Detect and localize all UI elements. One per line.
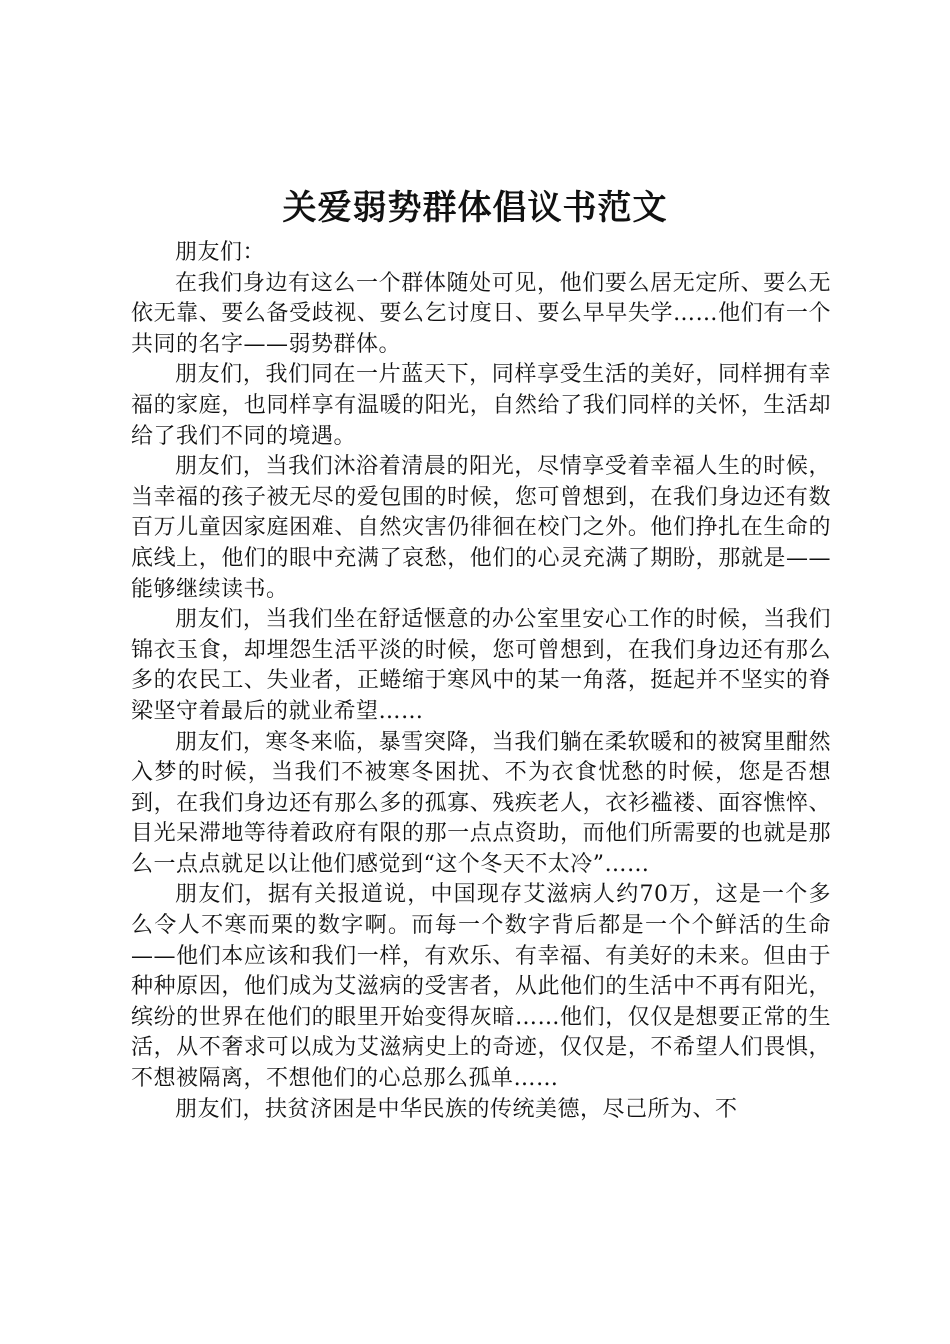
- document-title: 关爱弱势群体倡议书范文: [282, 188, 668, 228]
- document-body: [131, 238, 831, 1125]
- salutation: 朋友们：: [175, 240, 266, 265]
- paragraph: 朋友们，扶贫济困是中华民族的传统美德，尽己所为、不: [175, 1096, 738, 1122]
- paragraph: 在我们身边有这么一个群体随处可见，他们要么居无定所、要么无依无靠、要么备受歧视、要么乞讨度日、要么早早失学……他们有一个共同的名字——弱势群体。: [131, 270, 831, 357]
- paragraph: 朋友们，我们同在一片蓝天下，同样享受生活的美好，同样拥有幸福的家庭，也同样享有温暖的阳光，自然给了我们同样的关怀，生活却给了我们不同的境遇。: [131, 362, 831, 449]
- paragraph: 朋友们，寒冬来临，暴雪突降，当我们躺在柔软暖和的被窝里酣然入梦的时候，当我们不被寒冬困扰、不为衣食忧愁的时候，您是否想到，在我们身边还有那么多的孤寡、残疾老人，衣衫褴褛、面容憔悴、目光呆滞地等待着政府有限的那一点点资助，而他们所需要的也就是那么一点点就足以让他们感觉到“这个冬天不太冷”……: [131, 729, 831, 877]
- paragraph: 朋友们，据有关报道说，中国现存艾滋病人约70万，这是一个多么令人不寒而栗的数字啊。而每一个数字背后都是一个个鲜活的生命——他们本应该和我们一样，有欢乐、有幸福、有美好的未来。但由于种种原因，他们成为艾滋病的受害者，从此他们的生活中不再有阳光，缤纷的世界在他们的眼里开始变得灰暗……他们，仅仅是想要正常的生活，从不奢求可以成为艾滋病史上的奇迹，仅仅是，不希望人们畏惧，不想被隔离，不想他们的心总那么孤单……: [131, 882, 831, 1092]
- paragraph: 朋友们，当我们沐浴着清晨的阳光，尽情享受着幸福人生的时候，当幸福的孩子被无尽的爱包围的时候，您可曾想到，在我们身边还有数百万儿童因家庭困难、自然灾害仍徘徊在校门之外。他们挣扎在生命的底线上，他们的眼中充满了哀愁，他们的心灵充满了期盼，那就是——能够继续读书。: [131, 454, 831, 602]
- paragraph: 朋友们，当我们坐在舒适惬意的办公室里安心工作的时候，当我们锦衣玉食，却埋怨生活平淡的时候，您可曾想到，在我们身边还有那么多的农民工、失业者，正蜷缩于寒风中的某一角落，挺起并不坚实的脊梁坚守着最后的就业希望……: [131, 607, 831, 724]
